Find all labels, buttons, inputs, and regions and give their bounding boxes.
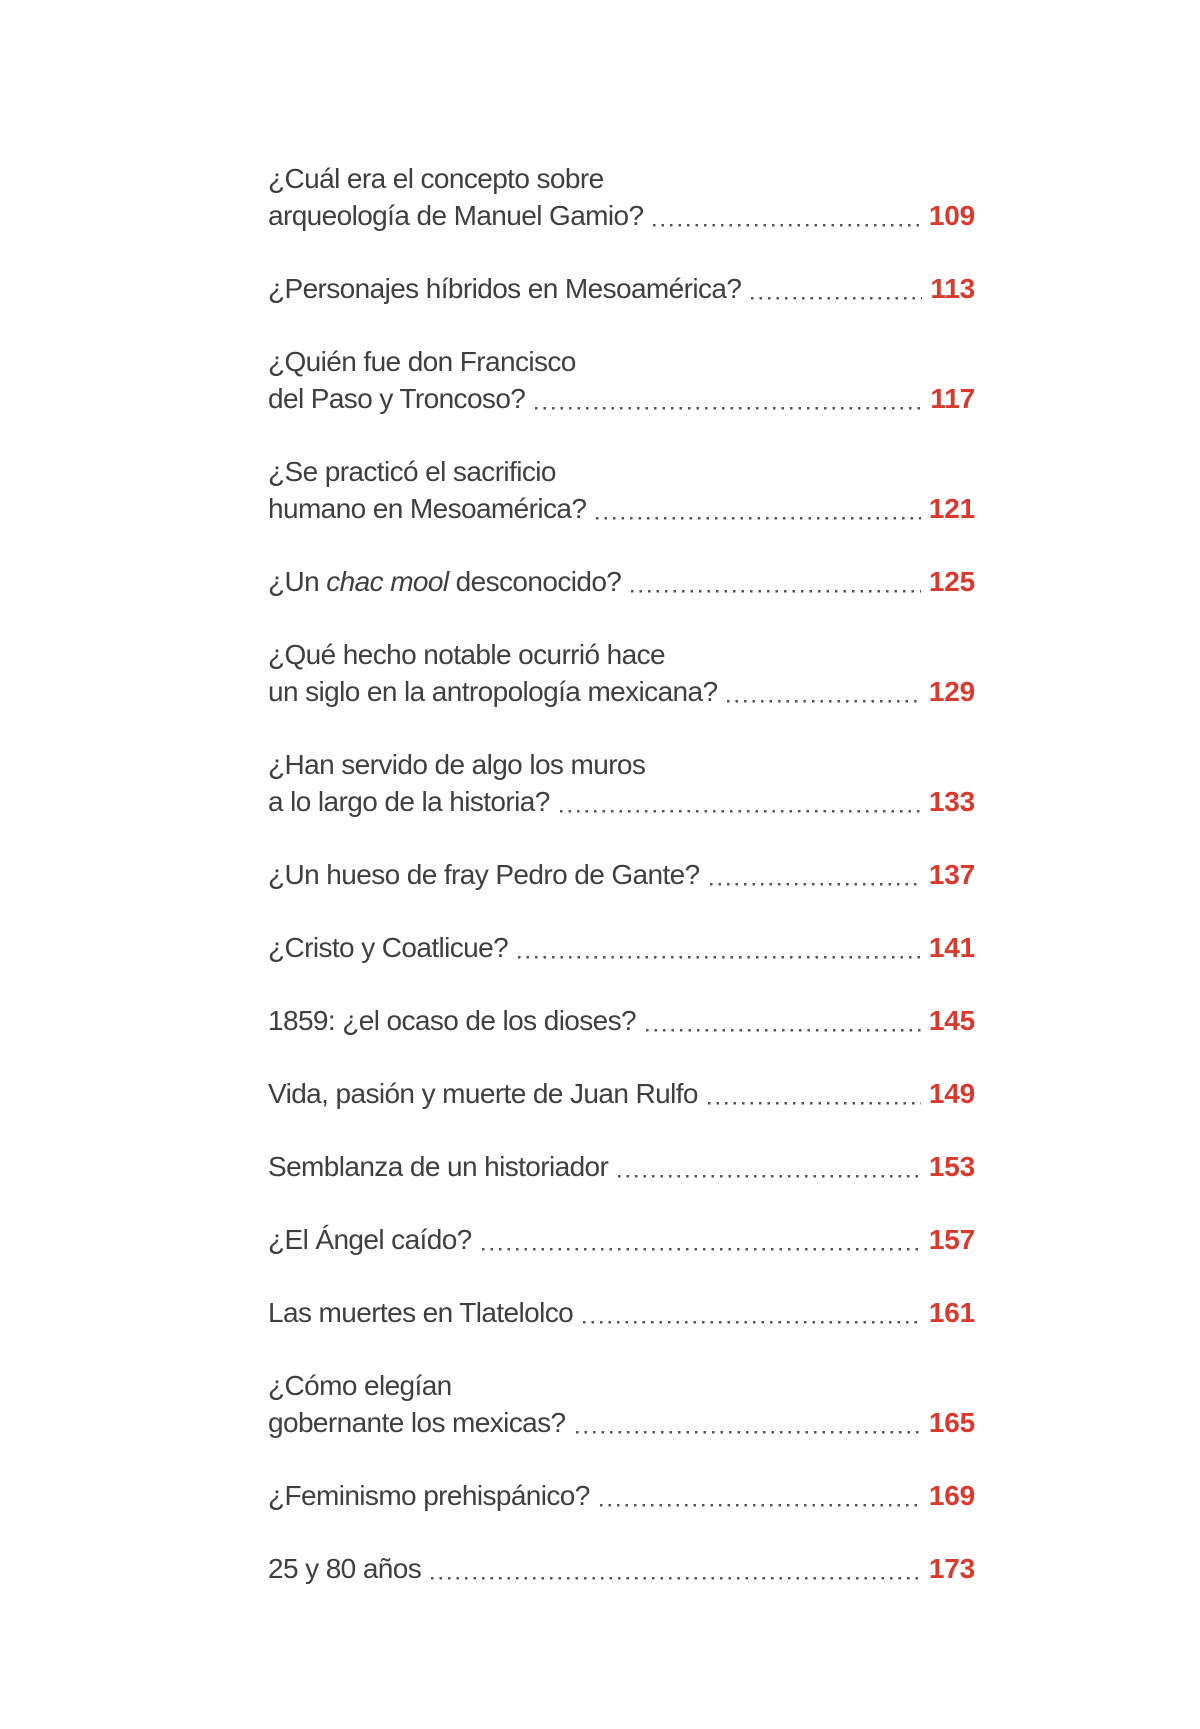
toc-entry-last-line [268, 380, 975, 417]
page-number: 153 [928, 1151, 975, 1182]
page-number: 157 [928, 1224, 975, 1255]
page-number: 173 [928, 1553, 975, 1584]
page-number: 161 [928, 1297, 975, 1328]
dot-leader [600, 1477, 921, 1514]
toc-entry-last-line [268, 1477, 975, 1514]
toc-entry-last-line [268, 270, 975, 307]
page-number: 169 [928, 1480, 975, 1511]
toc-entry-last-line [268, 783, 975, 820]
toc-entry-title: ¿El Ángel caído? [268, 1224, 472, 1255]
dot-leader [560, 783, 921, 820]
toc-entry-last-line [268, 1221, 975, 1258]
dot-leader [646, 1002, 921, 1039]
dot-leader [576, 1404, 921, 1441]
dot-leader [751, 270, 922, 307]
toc-entry [268, 453, 975, 527]
toc-entry-title: ¿Cuál era el concepto sobre [268, 163, 604, 194]
toc-entry-last-line [268, 563, 975, 600]
dot-leader [518, 929, 921, 966]
page-number: 137 [928, 859, 975, 890]
toc-entry-title: ¿Cómo elegían [268, 1370, 452, 1401]
toc-entry [268, 160, 975, 234]
toc-entry [268, 929, 975, 966]
dot-leader [653, 197, 920, 234]
toc-entry-title: gobernante los mexicas? [268, 1407, 566, 1438]
toc-entry [268, 856, 975, 893]
toc-entry-last-line [268, 673, 975, 710]
toc-entry [268, 1367, 975, 1441]
dot-leader [583, 1294, 921, 1331]
dot-leader [535, 380, 922, 417]
toc-entry-last-line [268, 1148, 975, 1185]
toc-entry-title: 1859: ¿el ocaso de los dioses? [268, 1005, 637, 1036]
page-number: 133 [928, 786, 975, 817]
toc-entry-title: ¿Cristo y Coatlicue? [268, 932, 509, 963]
toc-entry-last-line [268, 929, 975, 966]
toc-entry-last-line [268, 1294, 975, 1331]
toc-entry-title: a lo largo de la historia? [268, 786, 550, 817]
toc-entry-title-italic: chac mool [326, 566, 449, 597]
toc-entry-last-line [268, 1404, 975, 1441]
page-number: 129 [928, 676, 975, 707]
toc-entry-title: arqueología de Manuel Gamio? [268, 200, 644, 231]
toc-entry-title: ¿Se practicó el sacrificio [268, 456, 556, 487]
toc-entry [268, 343, 975, 417]
page-number: 125 [928, 566, 975, 597]
dot-leader [596, 490, 921, 527]
toc-entry-title-line [268, 1367, 975, 1404]
toc-entry-last-line [268, 1075, 975, 1112]
toc-entry-last-line [268, 1550, 975, 1587]
toc-entry [268, 746, 975, 820]
toc-entry-title-line [268, 453, 975, 490]
toc-entry-title: del Paso y Troncoso? [268, 383, 526, 414]
toc-entry [268, 1075, 975, 1112]
toc-entry-last-line [268, 1002, 975, 1039]
toc-entry-title: Vida, pasión y muerte de Juan Rulfo [268, 1078, 698, 1109]
toc-entry-title: ¿Qué hecho notable ocurrió hace [268, 639, 665, 670]
toc-entry-title-line [268, 746, 975, 783]
page-number: 109 [928, 200, 975, 231]
toc-entry-title: ¿Han servido de algo los muros [268, 749, 646, 780]
dot-leader [482, 1221, 921, 1258]
page-number: 141 [928, 932, 975, 963]
page-number: 113 [930, 273, 975, 304]
toc-entry-last-line [268, 490, 975, 527]
toc-entry [268, 1294, 975, 1331]
toc-entry-title: un siglo en la antropología mexicana? [268, 676, 718, 707]
page-number: 145 [928, 1005, 975, 1036]
toc-entry-title: ¿Quién fue don Francisco [268, 346, 576, 377]
toc-entry-title: ¿Un hueso de fray Pedro de Gante? [268, 859, 700, 890]
toc-entry-title-line [268, 636, 975, 673]
page-number: 117 [930, 383, 975, 414]
toc-entry-title: ¿Feminismo prehispánico? [268, 1480, 590, 1511]
toc-entry-title-line [268, 343, 975, 380]
toc-entry [268, 636, 975, 710]
page-number: 121 [928, 493, 975, 524]
toc-entry [268, 1221, 975, 1258]
dot-leader [708, 1075, 921, 1112]
toc-entry-last-line [268, 856, 975, 893]
toc-entry [268, 563, 975, 600]
page-number: 165 [928, 1407, 975, 1438]
toc-entry-title: humano en Mesoamérica? [268, 493, 587, 524]
toc-entry [268, 270, 975, 307]
toc-entry-title-line [268, 160, 975, 197]
toc-entry-title: ¿Personajes híbridos en Mesoamérica? [268, 273, 742, 304]
dot-leader [631, 563, 921, 600]
toc-entry-title: Semblanza de un historiador [268, 1151, 609, 1182]
dot-leader [618, 1148, 921, 1185]
dot-leader [710, 856, 921, 893]
table-of-contents [268, 160, 975, 1623]
toc-entry-last-line [268, 197, 975, 234]
dot-leader [727, 673, 920, 710]
toc-entry-title: ¿Un chac mool desconocido? [268, 566, 622, 597]
page-number: 149 [928, 1078, 975, 1109]
dot-leader [431, 1550, 921, 1587]
toc-entry [268, 1477, 975, 1514]
toc-entry-title: 25 y 80 años [268, 1553, 422, 1584]
toc-entry [268, 1148, 975, 1185]
toc-entry [268, 1002, 975, 1039]
toc-entry [268, 1550, 975, 1587]
toc-entry-title: Las muertes en Tlatelolco [268, 1297, 574, 1328]
